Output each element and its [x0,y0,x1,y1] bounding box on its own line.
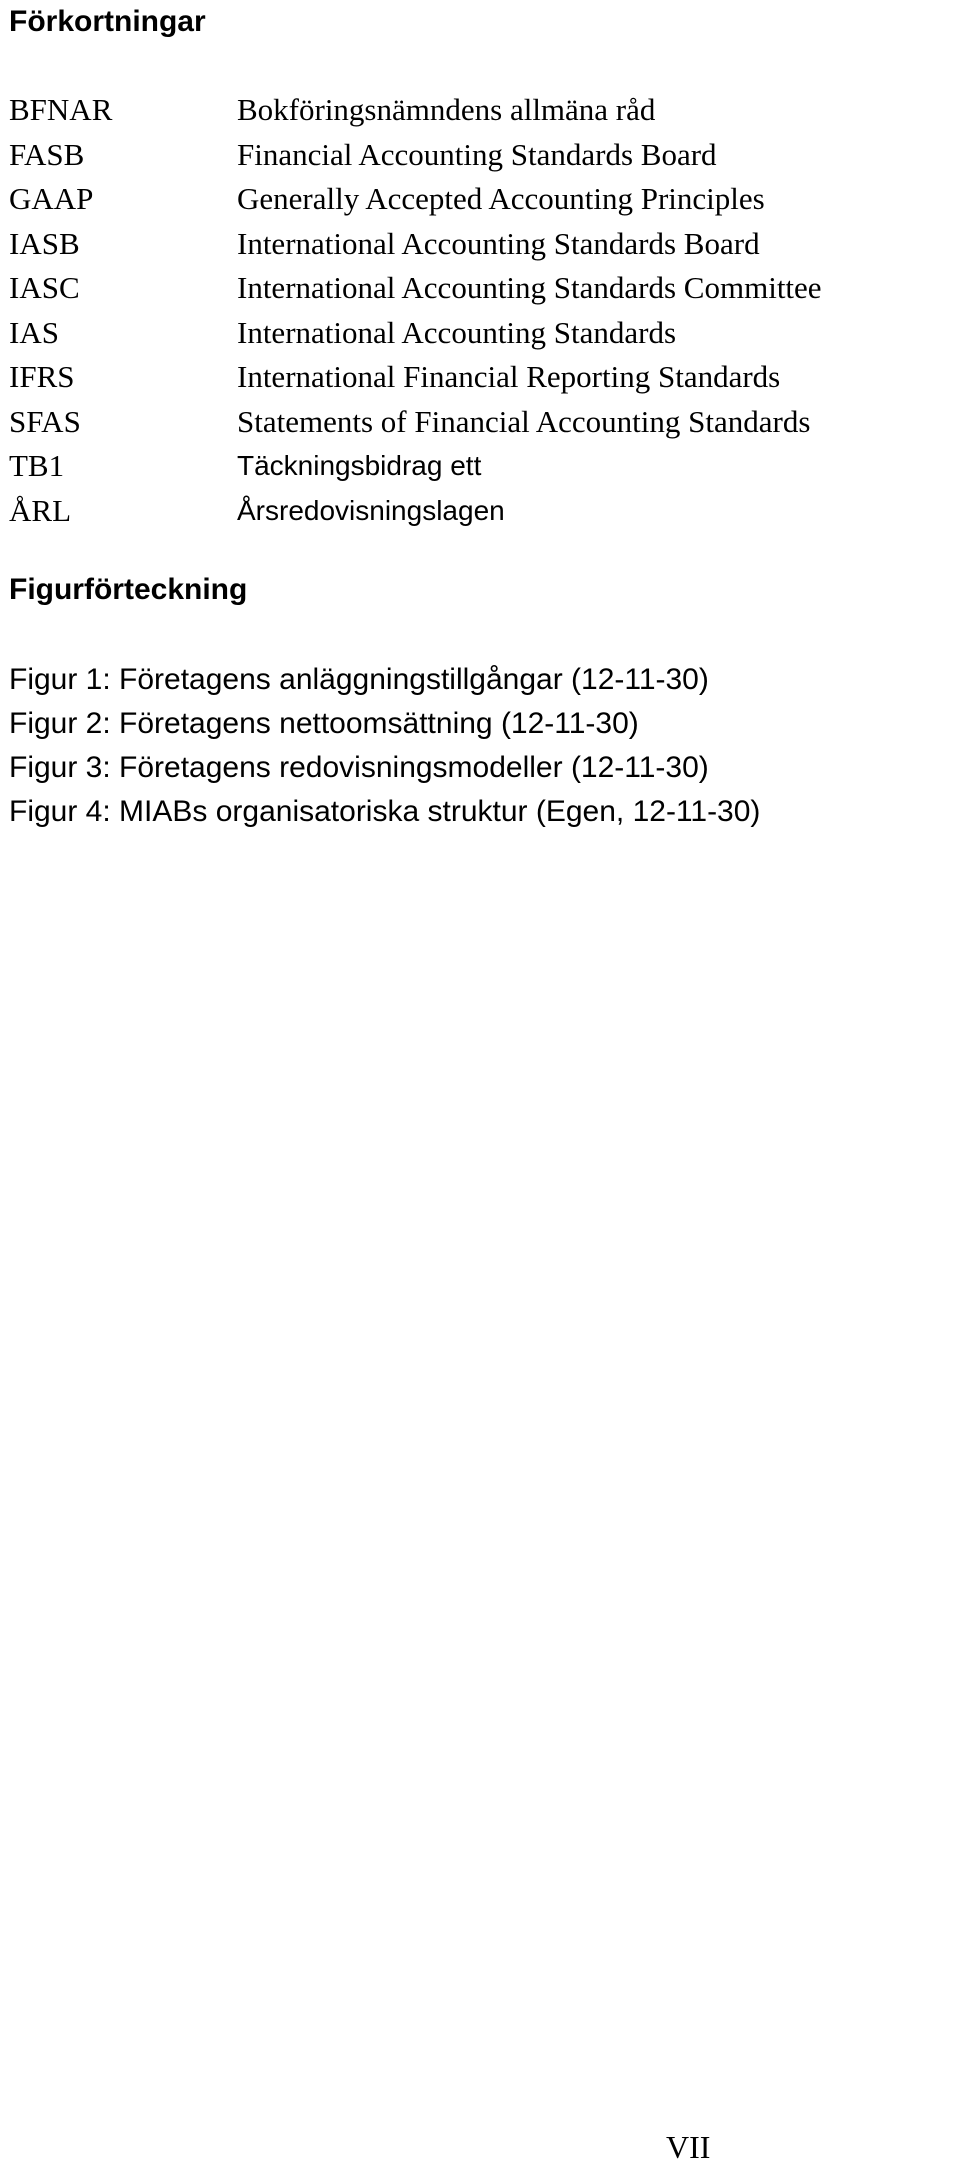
abbreviations-list [0,88,960,533]
abbreviation-term: International Accounting Standards Board [237,225,760,261]
abbreviation-code: BFNAR [9,92,113,127]
abbreviations-heading: Förkortningar [9,5,206,38]
abbreviation-term: Årsredovisningslagen [237,494,505,526]
abbreviation-term: Täckningsbidrag ett [237,450,482,481]
abbreviation-term: International Accounting Standards Committee [237,270,822,305]
abbreviation-code: IASB [9,225,80,261]
figures-heading: Figurförteckning [9,573,248,606]
figure-list-item: Figur 3: Företagens redovisningsmodeller (12-11-30) [9,751,709,784]
abbreviation-row [0,355,960,400]
abbreviation-term: Generally Accepted Accounting Principles [237,181,765,216]
abbreviation-code: SFAS [9,403,81,439]
abbreviation-row [0,177,960,222]
abbreviation-term: Statements of Financial Accounting Standards [237,403,811,439]
abbreviation-term: International Financial Reporting Standards [237,359,781,394]
abbreviation-code: GAAP [9,181,94,216]
page-number: VII [666,2129,711,2165]
abbreviation-row [0,133,960,178]
abbreviation-code: FASB [9,136,85,172]
abbreviation-code: IAS [9,314,59,350]
abbreviation-row [0,489,960,534]
abbreviation-code: IASC [9,270,80,305]
figure-list-item: Figur 1: Företagens anläggningstillgångar (12-11-30) [9,663,709,696]
abbreviation-row [0,400,960,445]
abbreviation-row [0,444,960,489]
figure-list-item: Figur 2: Företagens nettoomsättning (12-11-30) [9,707,639,740]
figure-list-item: Figur 4: MIABs organisatoriska struktur (Egen, 12-11-30) [9,795,761,828]
abbreviation-term: Bokföringsnämndens allmäna råd [237,92,656,127]
abbreviation-row [0,266,960,311]
abbreviation-code: ÅRL [9,492,71,528]
abbreviation-row [0,222,960,267]
abbreviation-code: TB1 [9,448,65,483]
abbreviation-term: Financial Accounting Standards Board [237,136,717,172]
abbreviation-row [0,311,960,356]
abbreviation-row [0,88,960,133]
figures-list [9,658,760,834]
abbreviation-term: International Accounting Standards [237,314,677,350]
abbreviation-code: IFRS [9,359,75,394]
